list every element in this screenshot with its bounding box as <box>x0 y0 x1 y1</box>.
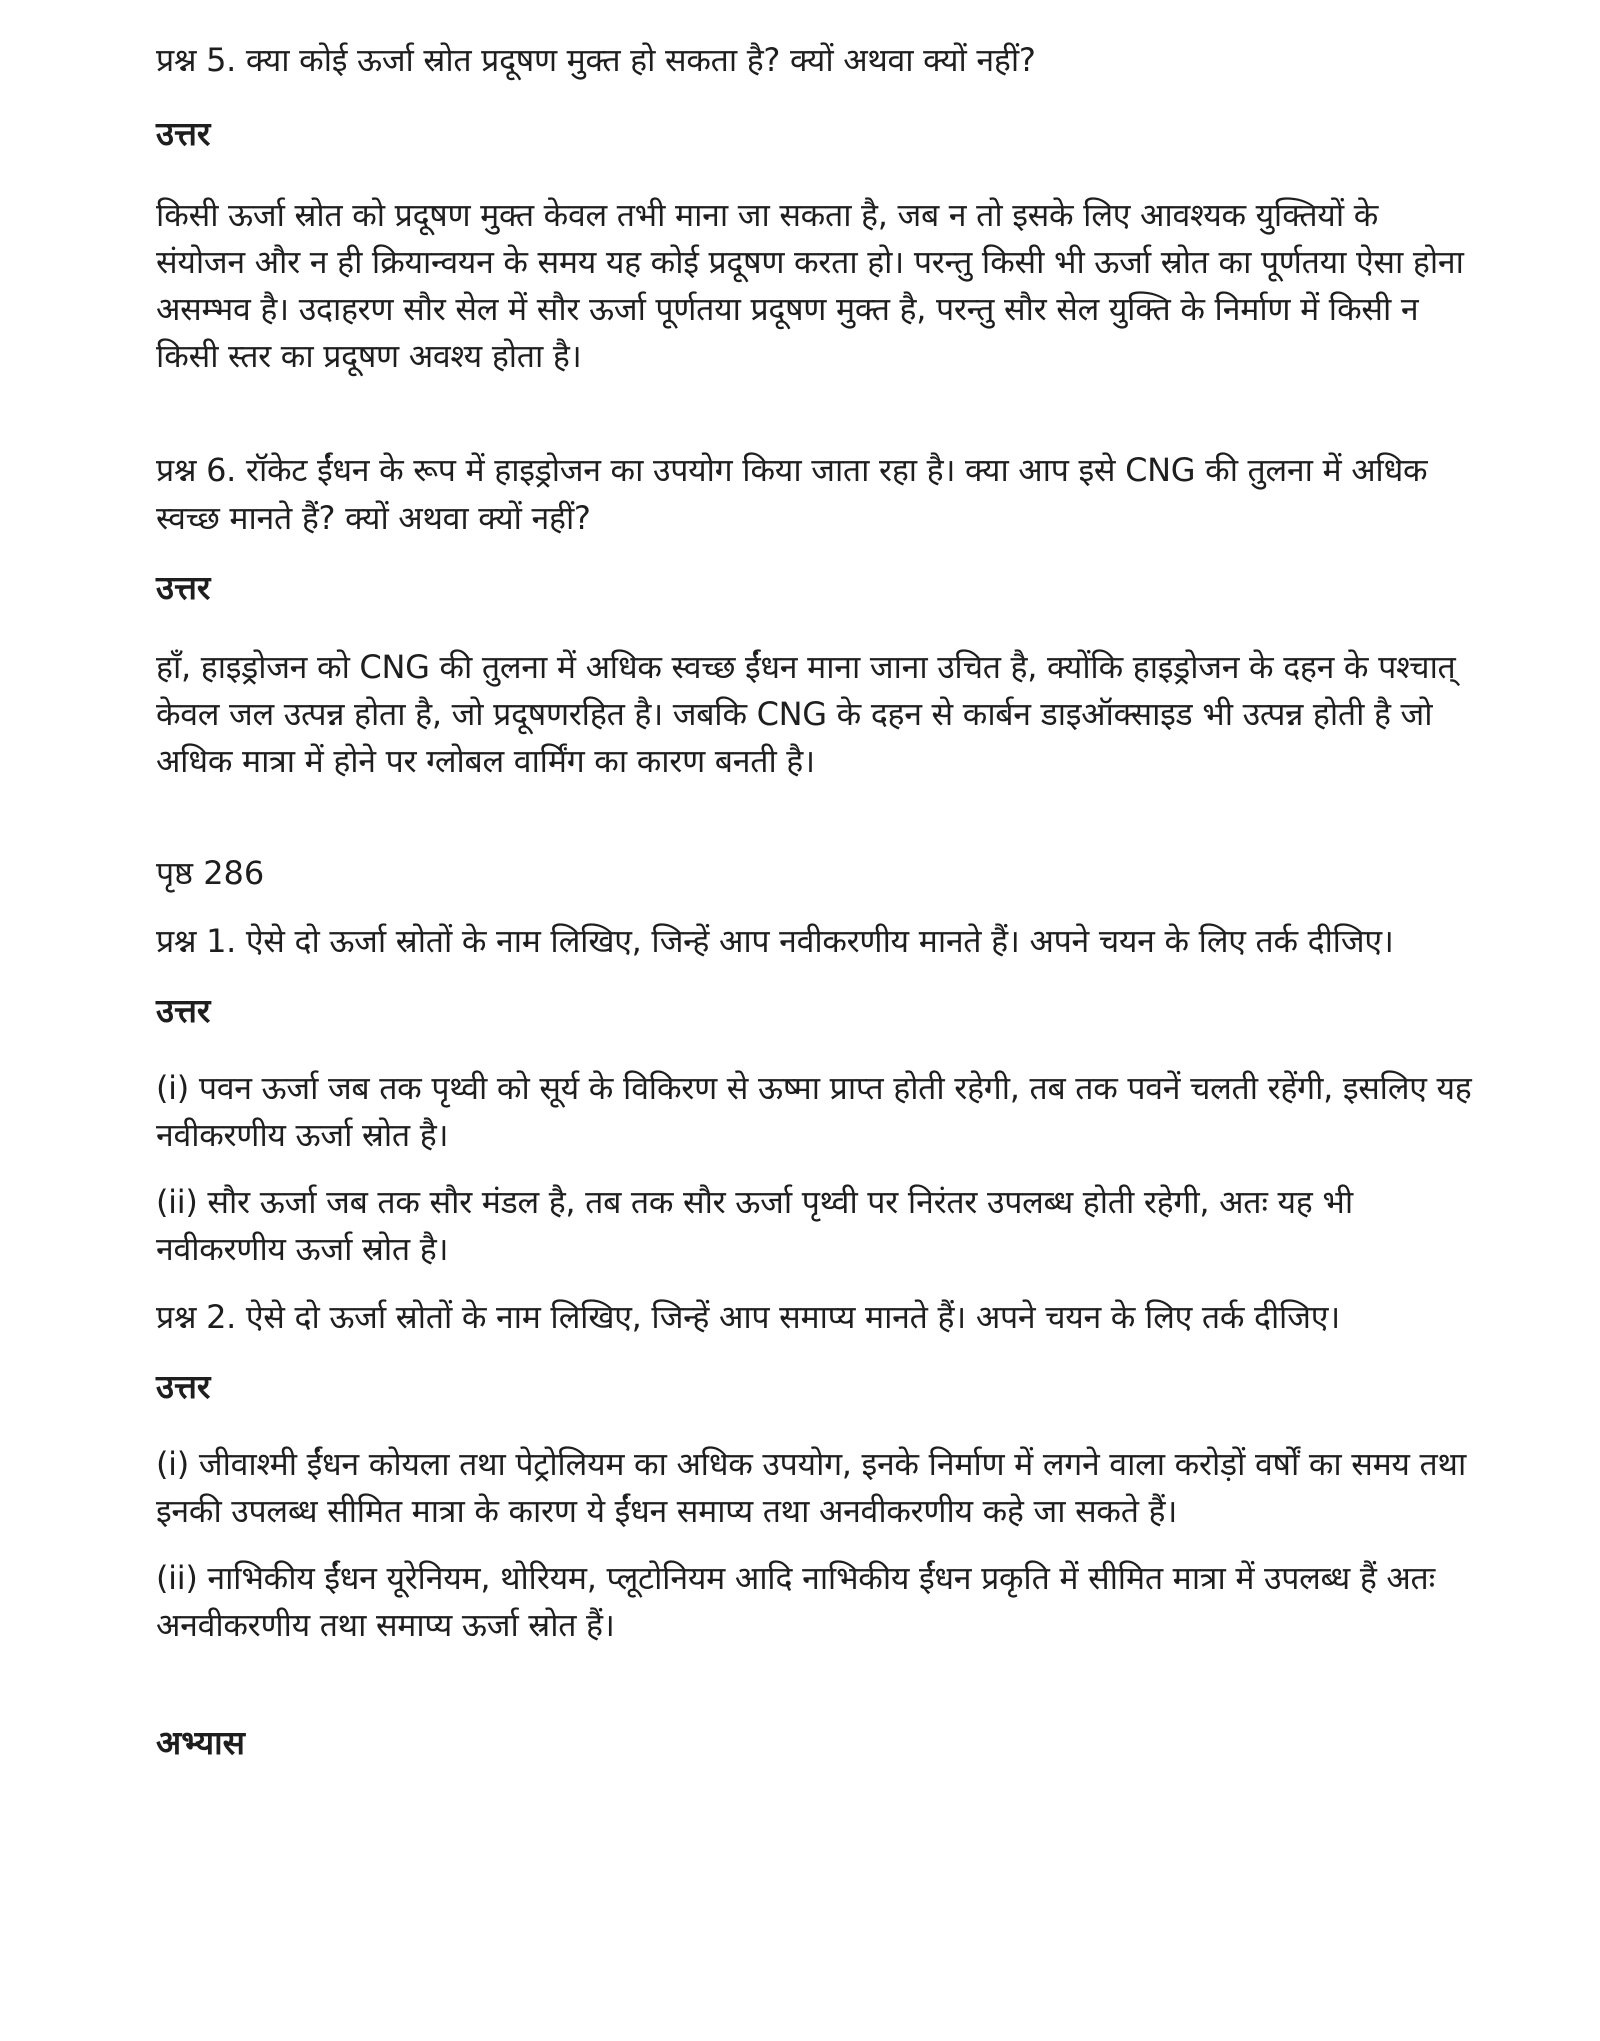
answer-text-q5: किसी ऊर्जा स्रोत को प्रदूषण मुक्त केवल तभी माना जा सकता है, जब न तो इसके लिए आवश्यक युक्तियों के संयोजन और न ही क्रियान्वयन के समय यह कोई प्रदूषण करता हो। परन्तु किसी भी ऊर्जा स्रोत का पूर्णतया ऐसा होना असम्भव है। उदाहरण सौर सेल में सौर ऊर्जा पूर्णतया प्रदूषण मुक्त है, परन्तु सौर सेल युक्ति के निर्माण में किसी न किसी स्तर का प्रदूषण अवश्य होता है। <box>156 196 1464 375</box>
answer-text-p1-ii: (ii) सौर ऊर्जा जब तक सौर मंडल है, तब तक सौर ऊर्जा पृथ्वी पर निरंतर उपलब्ध होती रहेगी, अतः यह भी नवीकरणीय ऊर्जा स्रोत है। <box>156 1183 1353 1268</box>
page-question-1: प्रश्न 1. ऐसे दो ऊर्जा स्रोतों के नाम लिखिए, जिन्हें आप नवीकरणीय मानते हैं। अपने चयन के लिए तर्क दीजिए। <box>156 922 1394 960</box>
page-question-2: प्रश्न 2. ऐसे दो ऊर्जा स्रोतों के नाम लिखिए, जिन्हें आप समाप्य मानते हैं। अपने चयन के लिए तर्क दीजिए। <box>156 1298 1340 1336</box>
answer-heading-p2: उत्तर <box>156 1367 211 1406</box>
answer-text-p2-i: (i) जीवाश्मी ईंधन कोयला तथा पेट्रोलियम का अधिक उपयोग, इनके निर्माण में लगने वाला करोड़ों वर्षों का समय तथा इनकी उपलब्ध सीमित मात्रा के कारण ये ईंधन समाप्य तथा अनवीकरणीय कहे जा सकते हैं। <box>156 1445 1466 1530</box>
document-page <box>156 28 1476 1767</box>
page-number-label: पृष्ठ 286 <box>156 854 265 892</box>
answer-text-q6: हाँ, हाइड्रोजन को CNG की तुलना में अधिक स्वच्छ ईंधन माना जाना उचित है, क्योंकि हाइड्रोजन के दहन के पश्चात् केवल जल उत्पन्न होता है, जो प्रदूषणरहित है। जबकि CNG के दहन से कार्बन डाइऑक्साइड भी उत्पन्न होती है जो अधिक मात्रा में होने पर ग्लोबल वार्मिंग का कारण बनती है। <box>156 648 1456 780</box>
section-heading-exercise: अभ्यास <box>156 1723 245 1762</box>
answer-heading-q5: उत्तर <box>156 114 211 153</box>
question-6: प्रश्न 6. रॉकेट ईंधन के रूप में हाइड्रोजन का उपयोग किया जाता रहा है। क्या आप इसे CNG की तुलना में अधिक स्वच्छ मानते हैं? क्यों अथवा क्यों नहीं? <box>156 451 1428 537</box>
answer-heading-q6: उत्तर <box>156 568 211 607</box>
answer-text-p2-ii: (ii) नाभिकीय ईंधन यूरेनियम, थोरियम, प्लूटोनियम आदि नाभिकीय ईंधन प्रकृति में सीमित मात्रा में उपलब्ध हैं अतः अनवीकरणीय तथा समाप्य ऊर्जा स्रोत हैं। <box>156 1559 1435 1644</box>
answer-text-p1-i: (i) पवन ऊर्जा जब तक पृथ्वी को सूर्य के विकिरण से ऊष्मा प्राप्त होती रहेगी, तब तक पवनें चलती रहेंगी, इसलिए यह नवीकरणीय ऊर्जा स्रोत है। <box>156 1069 1472 1154</box>
answer-heading-p1: उत्तर <box>156 991 211 1030</box>
question-5: प्रश्न 5. क्या कोई ऊर्जा स्रोत प्रदूषण मुक्त हो सकता है? क्यों अथवा क्यों नहीं? <box>156 41 1036 79</box>
